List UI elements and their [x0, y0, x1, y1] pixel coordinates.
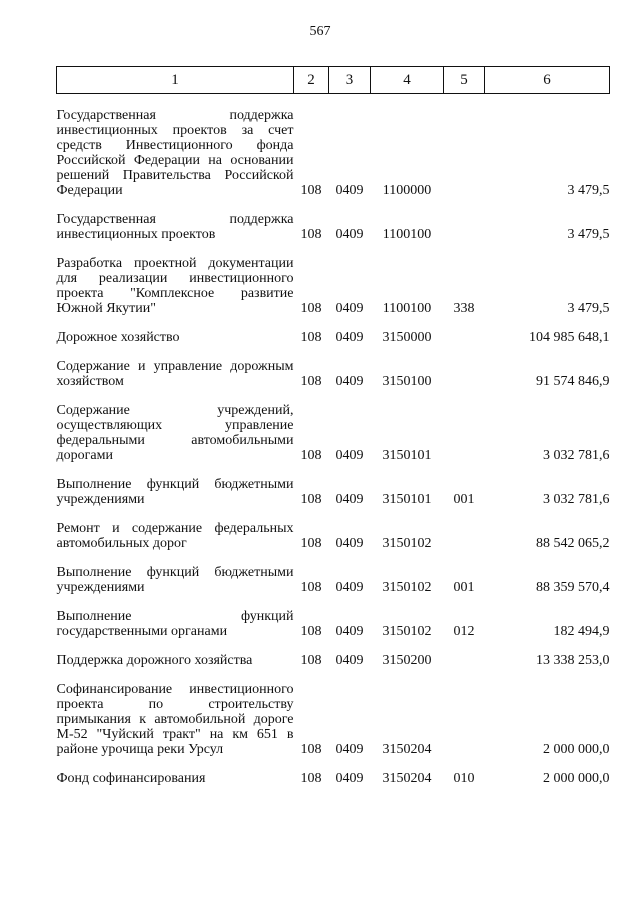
row-name: Содержание учреждений, осуществляющих управление федеральными автомобильными дорогами: [56, 403, 294, 463]
target-code: 1100000: [382, 183, 432, 198]
ministry-code: 108: [300, 624, 322, 639]
row-name: Ремонт и содержание федеральных автомобильных дорог: [56, 521, 294, 551]
amount: 2 000 000,0: [543, 771, 610, 786]
target-code: 1100100: [382, 301, 432, 316]
header-col-6: 6: [485, 67, 610, 94]
row-name: Выполнение функций государственными органами: [56, 609, 294, 639]
row-spacer: [57, 507, 610, 521]
table-row: [57, 403, 610, 463]
row-name: Выполнение функций бюджетными учреждениями: [56, 565, 294, 595]
target-code: 3150000: [382, 330, 432, 345]
expense-type-code: [444, 682, 485, 757]
target-code: 3150100: [382, 374, 432, 389]
table-row: [57, 108, 610, 198]
expense-type-code: [444, 653, 485, 668]
table-row: [57, 682, 610, 757]
header-row: [57, 67, 610, 94]
target-code: 3150204: [382, 742, 432, 757]
amount: 91 574 846,9: [536, 374, 610, 389]
amount: 3 032 781,6: [543, 492, 610, 507]
table-row: [57, 521, 610, 551]
target-code: 3150102: [382, 580, 432, 595]
row-spacer: [57, 389, 610, 403]
row-spacer: [57, 242, 610, 256]
header-col-5: 5: [444, 67, 485, 94]
row-spacer: [57, 463, 610, 477]
section-code: 0409: [335, 624, 364, 639]
section-code: 0409: [335, 580, 364, 595]
expense-type-code: [444, 403, 485, 463]
row-name: Государственная поддержка инвестиционных проектов: [56, 212, 294, 242]
amount: 13 338 253,0: [536, 653, 610, 668]
header-col-3: 3: [329, 67, 371, 94]
amount: 2 000 000,0: [543, 742, 610, 757]
row-spacer: [57, 198, 610, 212]
section-code: 0409: [335, 536, 364, 551]
expense-type-code: [444, 212, 485, 242]
expense-type-code: [444, 108, 485, 198]
row-name: Государственная поддержка инвестиционных проектов за счет средств Инвестиционного фонда Российской Федерации на основании решений Правительства Российской Федерации: [56, 108, 294, 198]
section-code: 0409: [335, 330, 364, 345]
row-name: Фонд софинансирования: [56, 771, 206, 786]
table-row: [57, 359, 610, 389]
expense-type-code: 010: [453, 771, 475, 786]
section-code: 0409: [335, 183, 364, 198]
ministry-code: 108: [300, 374, 322, 389]
row-spacer: [57, 757, 610, 771]
target-code: 3150101: [382, 492, 432, 507]
expense-type-code: 001: [453, 492, 475, 507]
ministry-code: 108: [300, 227, 322, 242]
row-spacer: [57, 345, 610, 359]
amount: 104 985 648,1: [529, 330, 610, 345]
target-code: 3150204: [382, 771, 432, 786]
amount: 88 542 065,2: [536, 536, 610, 551]
amount: 88 359 570,4: [536, 580, 610, 595]
ministry-code: 108: [300, 330, 322, 345]
section-code: 0409: [335, 653, 364, 668]
section-code: 0409: [335, 227, 364, 242]
table-row: [57, 565, 610, 595]
table-row: [57, 771, 610, 786]
section-code: 0409: [335, 374, 364, 389]
section-code: 0409: [335, 492, 364, 507]
amount: 3 479,5: [567, 301, 610, 316]
page-number: 567: [309, 24, 331, 39]
ministry-code: 108: [300, 448, 322, 463]
header-col-1: 1: [57, 67, 294, 94]
table-row: [57, 653, 610, 668]
header-col-2: 2: [294, 67, 329, 94]
expense-type-code: 012: [453, 624, 475, 639]
expense-type-code: 001: [453, 580, 475, 595]
target-code: 1100100: [382, 227, 432, 242]
section-code: 0409: [335, 448, 364, 463]
row-spacer: [57, 639, 610, 653]
row-spacer: [57, 668, 610, 682]
amount: 182 494,9: [553, 624, 610, 639]
amount: 3 479,5: [567, 227, 610, 242]
section-code: 0409: [335, 301, 364, 316]
row-name: Софинансирование инвестиционного проекта по строительству примыкания к автомобильной дороге М-52 "Чуйский тракт" на км 651 в районе урочища реки Урсул: [56, 682, 294, 757]
target-code: 3150102: [382, 536, 432, 551]
expense-type-code: [444, 521, 485, 551]
ministry-code: 108: [300, 742, 322, 757]
target-code: 3150101: [382, 448, 432, 463]
row-spacer: [57, 551, 610, 565]
ministry-code: 108: [300, 183, 322, 198]
ministry-code: 108: [300, 653, 322, 668]
ministry-code: 108: [300, 301, 322, 316]
section-code: 0409: [335, 771, 364, 786]
expense-type-code: 338: [453, 301, 475, 316]
section-code: 0409: [335, 742, 364, 757]
ministry-code: 108: [300, 492, 322, 507]
row-spacer: [57, 94, 610, 109]
ministry-code: 108: [300, 771, 322, 786]
table-row: [57, 212, 610, 242]
row-name: Разработка проектной документации для реализации инвестиционного проекта "Комплексное развитие Южной Якутии": [56, 256, 294, 316]
table-row: [57, 609, 610, 639]
row-name: Выполнение функций бюджетными учреждениями: [56, 477, 294, 507]
table-row: [57, 330, 610, 345]
row-name: Содержание и управление дорожным хозяйством: [56, 359, 294, 389]
row-name: Поддержка дорожного хозяйства: [56, 653, 253, 668]
amount: 3 032 781,6: [543, 448, 610, 463]
target-code: 3150102: [382, 624, 432, 639]
header-col-4: 4: [371, 67, 444, 94]
table-row: [57, 477, 610, 507]
ministry-code: 108: [300, 536, 322, 551]
amount: 3 479,5: [567, 183, 610, 198]
budget-table: [56, 66, 610, 786]
expense-type-code: [444, 330, 485, 345]
expense-type-code: [444, 359, 485, 389]
table-row: [57, 256, 610, 316]
row-spacer: [57, 595, 610, 609]
ministry-code: 108: [300, 580, 322, 595]
row-name: Дорожное хозяйство: [56, 330, 180, 345]
row-spacer: [57, 316, 610, 330]
target-code: 3150200: [382, 653, 432, 668]
